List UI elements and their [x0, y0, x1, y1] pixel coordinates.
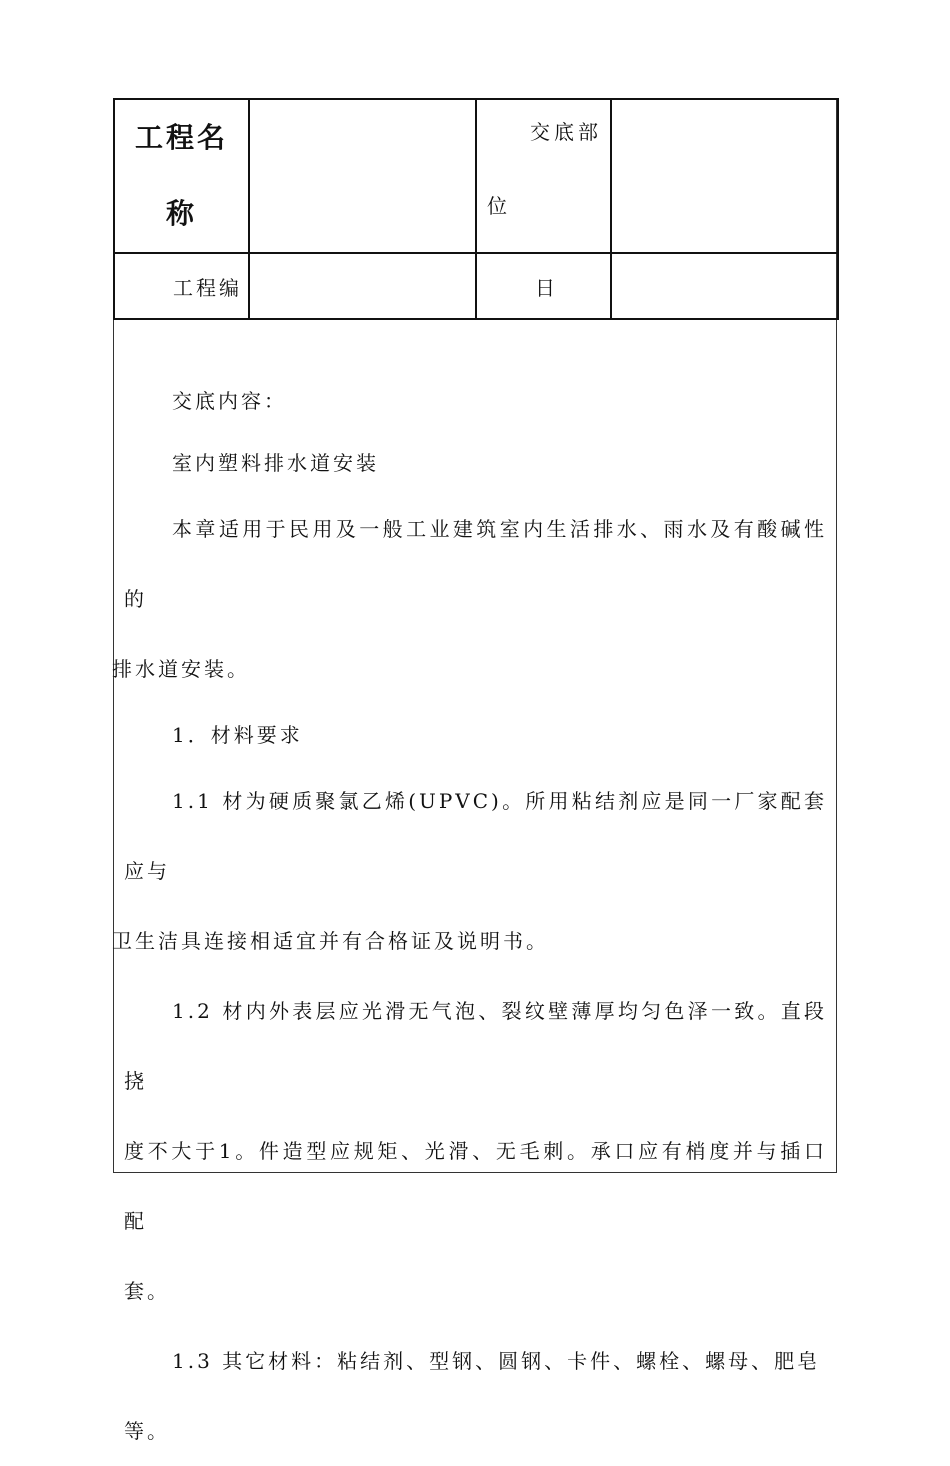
scope-paragraph-line1: 本章适用于民用及一般工业建筑室内生活排水、雨水及有酸碱性的	[124, 517, 827, 611]
scope-paragraph-line2: 排水道安装。	[112, 657, 250, 681]
disclosure-content	[112, 370, 827, 1466]
section-1-3-line2: 等。	[124, 1419, 170, 1443]
date-value-cell[interactable]	[611, 253, 838, 319]
section-1-1-line2: 卫生洁具连接相适宜并有合格证及说明书。	[112, 929, 549, 953]
header-row-2	[114, 253, 838, 319]
project-code-label-cell	[114, 253, 249, 319]
dept-label-line2: 位	[487, 194, 511, 218]
section-1-2-line1: 1.2 材内外表层应光滑无气泡、裂纹壁薄厚均匀色泽一致。直段挠	[124, 999, 827, 1093]
project-name-label-cell	[114, 99, 249, 253]
date-label-cell	[476, 253, 611, 319]
header-row-1	[114, 99, 838, 253]
dept-value-cell[interactable]	[611, 99, 838, 253]
project-name-label	[115, 100, 248, 252]
content-subject: 室内塑料排水道安装	[172, 451, 379, 475]
project-code-value-cell[interactable]	[249, 253, 476, 319]
section-1-2-line3: 套。	[124, 1279, 170, 1303]
content-heading: 交底内容：	[172, 389, 287, 413]
dept-label-cell	[476, 99, 611, 253]
section-1-title: 1．材料要求	[172, 723, 303, 747]
section-1-1-line1: 1.1 材为硬质聚氯乙烯(UPVC)。所用粘结剂应是同一厂家配套应与	[124, 789, 827, 883]
project-name-label-line2: 称	[165, 197, 197, 230]
dept-label-line1: 交底部	[530, 120, 602, 144]
header-table	[113, 98, 839, 320]
project-code-label: 工程编	[173, 276, 242, 300]
project-name-value-cell[interactable]	[249, 99, 476, 253]
section-1-2-line2: 度不大于1。件造型应规矩、光滑、无毛刺。承口应有梢度并与插口配	[124, 1139, 827, 1233]
project-name-label-line1: 工程名	[134, 121, 228, 154]
date-label: 日	[535, 276, 558, 300]
section-1-3-line1: 1.3 其它材料：粘结剂、型钢、圆钢、卡件、螺栓、螺母、肥皂	[172, 1349, 821, 1373]
